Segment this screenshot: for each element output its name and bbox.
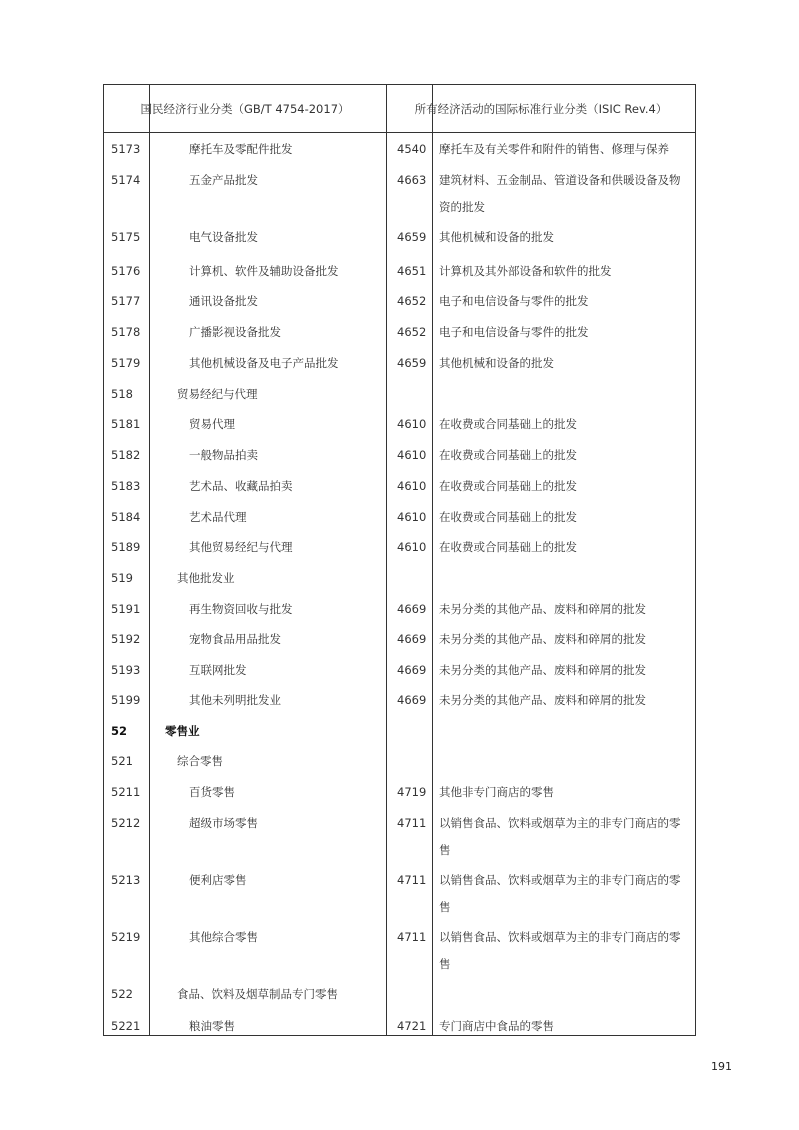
- row-code: 5213: [111, 873, 141, 887]
- header-left: 国民经济行业分类（GB/T 4754-2017）: [140, 101, 350, 116]
- row-isic-name: 在收费或合同基础上的批发: [439, 540, 577, 554]
- row-name: 其他未列明批发业: [189, 693, 281, 707]
- row-code: 5178: [111, 325, 141, 339]
- row-isic-code: 4711: [397, 930, 427, 944]
- row-name: 其他批发业: [177, 571, 235, 585]
- row-name: 通讯设备批发: [189, 294, 258, 308]
- row-isic-name: 未另分类的其他产品、废料和碎屑的批发: [439, 632, 646, 646]
- row-name: 粮油零售: [189, 1019, 235, 1033]
- row-code: 521: [111, 754, 133, 768]
- row-name: 再生物资回收与批发: [189, 602, 293, 616]
- row-isic-code: 4669: [397, 663, 427, 677]
- row-isic-name: 其他机械和设备的批发: [439, 230, 554, 244]
- row-code: 5199: [111, 693, 141, 707]
- row-isic-code: 4669: [397, 632, 427, 646]
- row-code: 5189: [111, 540, 141, 554]
- row-isic-name: 专门商店中食品的零售: [439, 1019, 554, 1033]
- row-isic-code: 4663: [397, 173, 427, 187]
- row-isic-name: 未另分类的其他产品、废料和碎屑的批发: [439, 663, 646, 677]
- row-name: 广播影视设备批发: [189, 325, 281, 339]
- row-isic-name: 在收费或合同基础上的批发: [439, 510, 577, 524]
- row-name: 其他综合零售: [189, 930, 258, 944]
- row-isic-code: 4540: [397, 142, 427, 156]
- row-isic-code: 4610: [397, 448, 427, 462]
- row-isic-name: 在收费或合同基础上的批发: [439, 479, 577, 493]
- row-isic-name: 其他机械和设备的批发: [439, 356, 554, 370]
- row-isic-code: 4652: [397, 325, 427, 339]
- row-name: 零售业: [165, 724, 200, 738]
- column-divider: [386, 85, 387, 1035]
- row-isic-code: 4719: [397, 785, 427, 799]
- classification-table: [103, 84, 696, 1036]
- column-divider: [149, 85, 150, 1035]
- row-isic-code: 4669: [397, 693, 427, 707]
- row-isic-code: 4610: [397, 479, 427, 493]
- row-code: 5192: [111, 632, 141, 646]
- row-code: 5176: [111, 264, 141, 278]
- row-name: 食品、饮料及烟草制品专门零售: [177, 987, 338, 1001]
- row-isic-code: 4721: [397, 1019, 427, 1033]
- row-isic-name: 未另分类的其他产品、废料和碎屑的批发: [439, 602, 646, 616]
- row-isic-code: 4651: [397, 264, 427, 278]
- row-code: 52: [111, 724, 128, 738]
- row-isic-code: 4610: [397, 510, 427, 524]
- row-isic-code: 4711: [397, 873, 427, 887]
- row-name: 综合零售: [177, 754, 223, 768]
- row-name: 贸易代理: [189, 417, 235, 431]
- row-name: 艺术品代理: [189, 510, 247, 524]
- row-name: 宠物食品用品批发: [189, 632, 281, 646]
- row-code: 5211: [111, 785, 141, 799]
- row-name: 便利店零售: [189, 873, 247, 887]
- row-isic-name: 以销售食品、饮料或烟草为主的非专门商店的零售: [439, 873, 681, 914]
- row-isic-name: 其他非专门商店的零售: [439, 785, 554, 799]
- row-isic-name: 在收费或合同基础上的批发: [439, 417, 577, 431]
- row-code: 5221: [111, 1019, 141, 1033]
- page-number: 191: [711, 1060, 732, 1073]
- row-isic-name: 计算机及其外部设备和软件的批发: [439, 264, 612, 278]
- row-code: 5184: [111, 510, 141, 524]
- row-isic-name: 建筑材料、五金制品、管道设备和供暖设备及物资的批发: [439, 173, 681, 214]
- row-code: 5212: [111, 816, 141, 830]
- row-code: 5191: [111, 602, 141, 616]
- row-code: 522: [111, 987, 133, 1001]
- row-isic-code: 4659: [397, 356, 427, 370]
- column-divider: [432, 85, 433, 1035]
- row-isic-name: 以销售食品、饮料或烟草为主的非专门商店的零售: [439, 930, 681, 971]
- row-name: 互联网批发: [189, 663, 247, 677]
- row-isic-name: 摩托车及有关零件和附件的销售、修理与保养: [439, 142, 669, 156]
- row-name: 计算机、软件及辅助设备批发: [189, 264, 339, 278]
- row-code: 519: [111, 571, 133, 585]
- row-isic-code: 4669: [397, 602, 427, 616]
- row-name: 百货零售: [189, 785, 235, 799]
- row-code: 5182: [111, 448, 141, 462]
- header-divider: [104, 132, 695, 133]
- row-isic-name: 电子和电信设备与零件的批发: [439, 294, 589, 308]
- row-name: 贸易经纪与代理: [177, 387, 258, 401]
- row-name: 艺术品、收藏品拍卖: [189, 479, 293, 493]
- row-code: 518: [111, 387, 133, 401]
- row-isic-code: 4659: [397, 230, 427, 244]
- row-name: 其他机械设备及电子产品批发: [189, 356, 339, 370]
- row-name: 其他贸易经纪与代理: [189, 540, 293, 554]
- row-isic-code: 4652: [397, 294, 427, 308]
- row-code: 5219: [111, 930, 141, 944]
- row-code: 5175: [111, 230, 141, 244]
- row-name: 五金产品批发: [189, 173, 258, 187]
- row-code: 5179: [111, 356, 141, 370]
- row-code: 5173: [111, 142, 141, 156]
- row-code: 5183: [111, 479, 141, 493]
- row-code: 5181: [111, 417, 141, 431]
- header-right: 所有经济活动的国际标准行业分类（ISIC Rev.4）: [414, 101, 668, 116]
- row-isic-name: 电子和电信设备与零件的批发: [439, 325, 589, 339]
- row-code: 5174: [111, 173, 141, 187]
- row-isic-name: 以销售食品、饮料或烟草为主的非专门商店的零售: [439, 816, 681, 857]
- row-name: 电气设备批发: [189, 230, 258, 244]
- row-code: 5193: [111, 663, 141, 677]
- row-name: 超级市场零售: [189, 816, 258, 830]
- row-isic-code: 4711: [397, 816, 427, 830]
- row-name: 摩托车及零配件批发: [189, 142, 293, 156]
- row-isic-name: 未另分类的其他产品、废料和碎屑的批发: [439, 693, 646, 707]
- row-name: 一般物品拍卖: [189, 448, 258, 462]
- row-isic-code: 4610: [397, 540, 427, 554]
- row-isic-code: 4610: [397, 417, 427, 431]
- row-code: 5177: [111, 294, 141, 308]
- row-isic-name: 在收费或合同基础上的批发: [439, 448, 577, 462]
